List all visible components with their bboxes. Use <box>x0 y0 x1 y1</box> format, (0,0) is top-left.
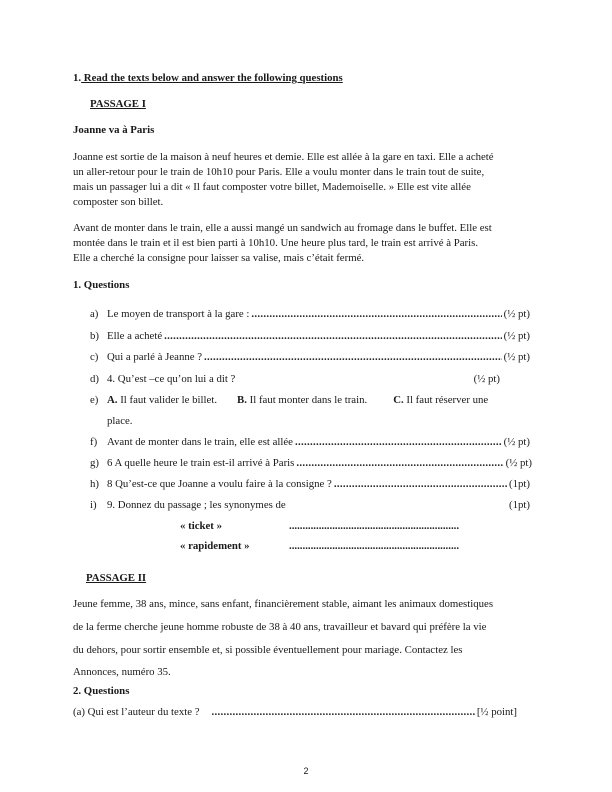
paragraph-line: de la ferme cherche jeune homme robuste de 38 à 40 ans, travailleur et bavard qui préfère la vie <box>73 621 487 633</box>
synonym-rapidement-blank[interactable] <box>289 540 459 553</box>
question-text: Elle a acheté <box>107 330 163 342</box>
question-text: (a) Qui est l’auteur du texte ? <box>73 706 200 718</box>
question-b <box>90 330 530 343</box>
option-c-continuation: place. <box>107 415 133 427</box>
question-points: (½ pt) <box>473 373 500 385</box>
question-points: (½ pt) <box>503 308 530 320</box>
synonym-ticket-label: « ticket » <box>180 520 222 532</box>
section-number: 1. <box>73 72 82 84</box>
paragraph-line: un aller-retour pour le train de 10h10 pour Paris. Elle a voulu monter dans le train tout de suite, <box>73 166 485 178</box>
question-points: [½ point] <box>476 706 517 718</box>
paragraph-line: Annonces, numéro 35. <box>73 666 171 678</box>
answer-blank[interactable] <box>251 308 501 321</box>
question-points: (½ pt) <box>503 330 530 342</box>
option-text: Il faut monter dans le train. <box>246 394 368 406</box>
option-c[interactable] <box>393 394 488 407</box>
question-c <box>90 351 530 364</box>
paragraph-line: Avant de monter dans le train, elle a aussi mangé un sandwich au fromage dans le buffet. Elle est <box>73 222 492 234</box>
synonym-rapidement-label: « rapidement » <box>180 540 250 552</box>
question-letter: e) <box>90 394 99 406</box>
paragraph-line: du dehors, pour sortir ensemble et, si possible éventuellement pour mariage. Contactez les <box>73 644 463 656</box>
question-letter: i) <box>90 499 97 511</box>
section-title: Read the texts below and answer the following questions <box>81 72 343 84</box>
question-text: 9. Donnez du passage ; les synonymes de <box>107 499 286 511</box>
question-f <box>90 436 530 449</box>
page-number: 2 <box>303 766 309 776</box>
question-text: 6 A quelle heure le train est-il arrivé à Paris <box>107 457 295 469</box>
paragraph-line: Joanne est sortie de la maison à neuf heures et demie. Elle est allée à la gare en taxi. Elle a acheté <box>73 151 494 163</box>
question-text: Qui a parlé à Jeanne ? <box>107 351 203 363</box>
option-text: Il faut réserver une <box>403 394 489 406</box>
paragraph-line: montée dans le train et il est bien parti à 10h10. Une heure plus tard, le train est arrivé à Paris. <box>73 237 479 249</box>
answer-blank[interactable] <box>295 436 502 449</box>
answer-blank[interactable] <box>296 457 503 470</box>
questions1-heading: 1. Questions <box>73 279 130 291</box>
option-b[interactable] <box>237 394 367 407</box>
question-letter: c) <box>90 351 99 363</box>
option-a[interactable] <box>107 394 217 407</box>
question-letter: b) <box>90 330 99 342</box>
question-letter: f) <box>90 436 98 448</box>
question-e <box>90 394 530 407</box>
section-heading <box>73 72 343 85</box>
answer-blank[interactable] <box>204 351 502 364</box>
question-points: (½ pt) <box>505 457 532 469</box>
question-points: (1pt) <box>509 499 530 511</box>
paragraph-line: mais un passager lui a dit « Il faut composter votre billet, Mademoiselle. » Elle est vite allée <box>73 181 471 193</box>
passage2-heading: PASSAGE II <box>86 572 147 584</box>
question-points: (½ pt) <box>503 436 530 448</box>
option-key: A. <box>107 394 118 406</box>
question-text: Avant de monter dans le train, elle est allée <box>107 436 293 448</box>
passage1-heading: PASSAGE I <box>90 98 146 110</box>
question-letter: g) <box>90 457 99 469</box>
question-h <box>90 478 530 491</box>
question-text: 8 Qu’est-ce que Joanne a voulu faire à la consigne ? <box>107 478 332 490</box>
question-letter: h) <box>90 478 99 490</box>
synonym-ticket-blank[interactable] <box>289 520 459 533</box>
question-i <box>90 499 530 512</box>
answer-blank[interactable] <box>334 478 507 491</box>
question-text: 4. Qu’est –ce qu’on lui a dit ? <box>107 373 236 385</box>
question-letter: d) <box>90 373 99 385</box>
question-d <box>90 373 500 386</box>
passage1-title: Joanne va à Paris <box>73 124 155 136</box>
answer-blank[interactable] <box>212 706 475 719</box>
option-text: Il faut valider le billet. <box>117 394 218 406</box>
question-2a <box>73 706 517 719</box>
question-a <box>90 308 530 321</box>
question-points: (½ pt) <box>503 351 530 363</box>
questions2-heading: 2. Questions <box>73 685 130 697</box>
paragraph-line: Elle a cherché la consigne pour laisser sa valise, mais c’était fermé. <box>73 252 365 264</box>
option-key: C. <box>393 394 404 406</box>
question-text: Le moyen de transport à la gare : <box>107 308 250 320</box>
question-g <box>90 457 532 470</box>
option-key: B. <box>237 394 247 406</box>
paragraph-line: composter son billet. <box>73 196 164 208</box>
question-points: (1pt) <box>509 478 530 490</box>
paragraph-line: Jeune femme, 38 ans, mince, sans enfant, financièrement stable, aimant les animaux domestiques <box>73 598 494 610</box>
answer-blank[interactable] <box>164 330 501 343</box>
question-letter: a) <box>90 308 99 320</box>
